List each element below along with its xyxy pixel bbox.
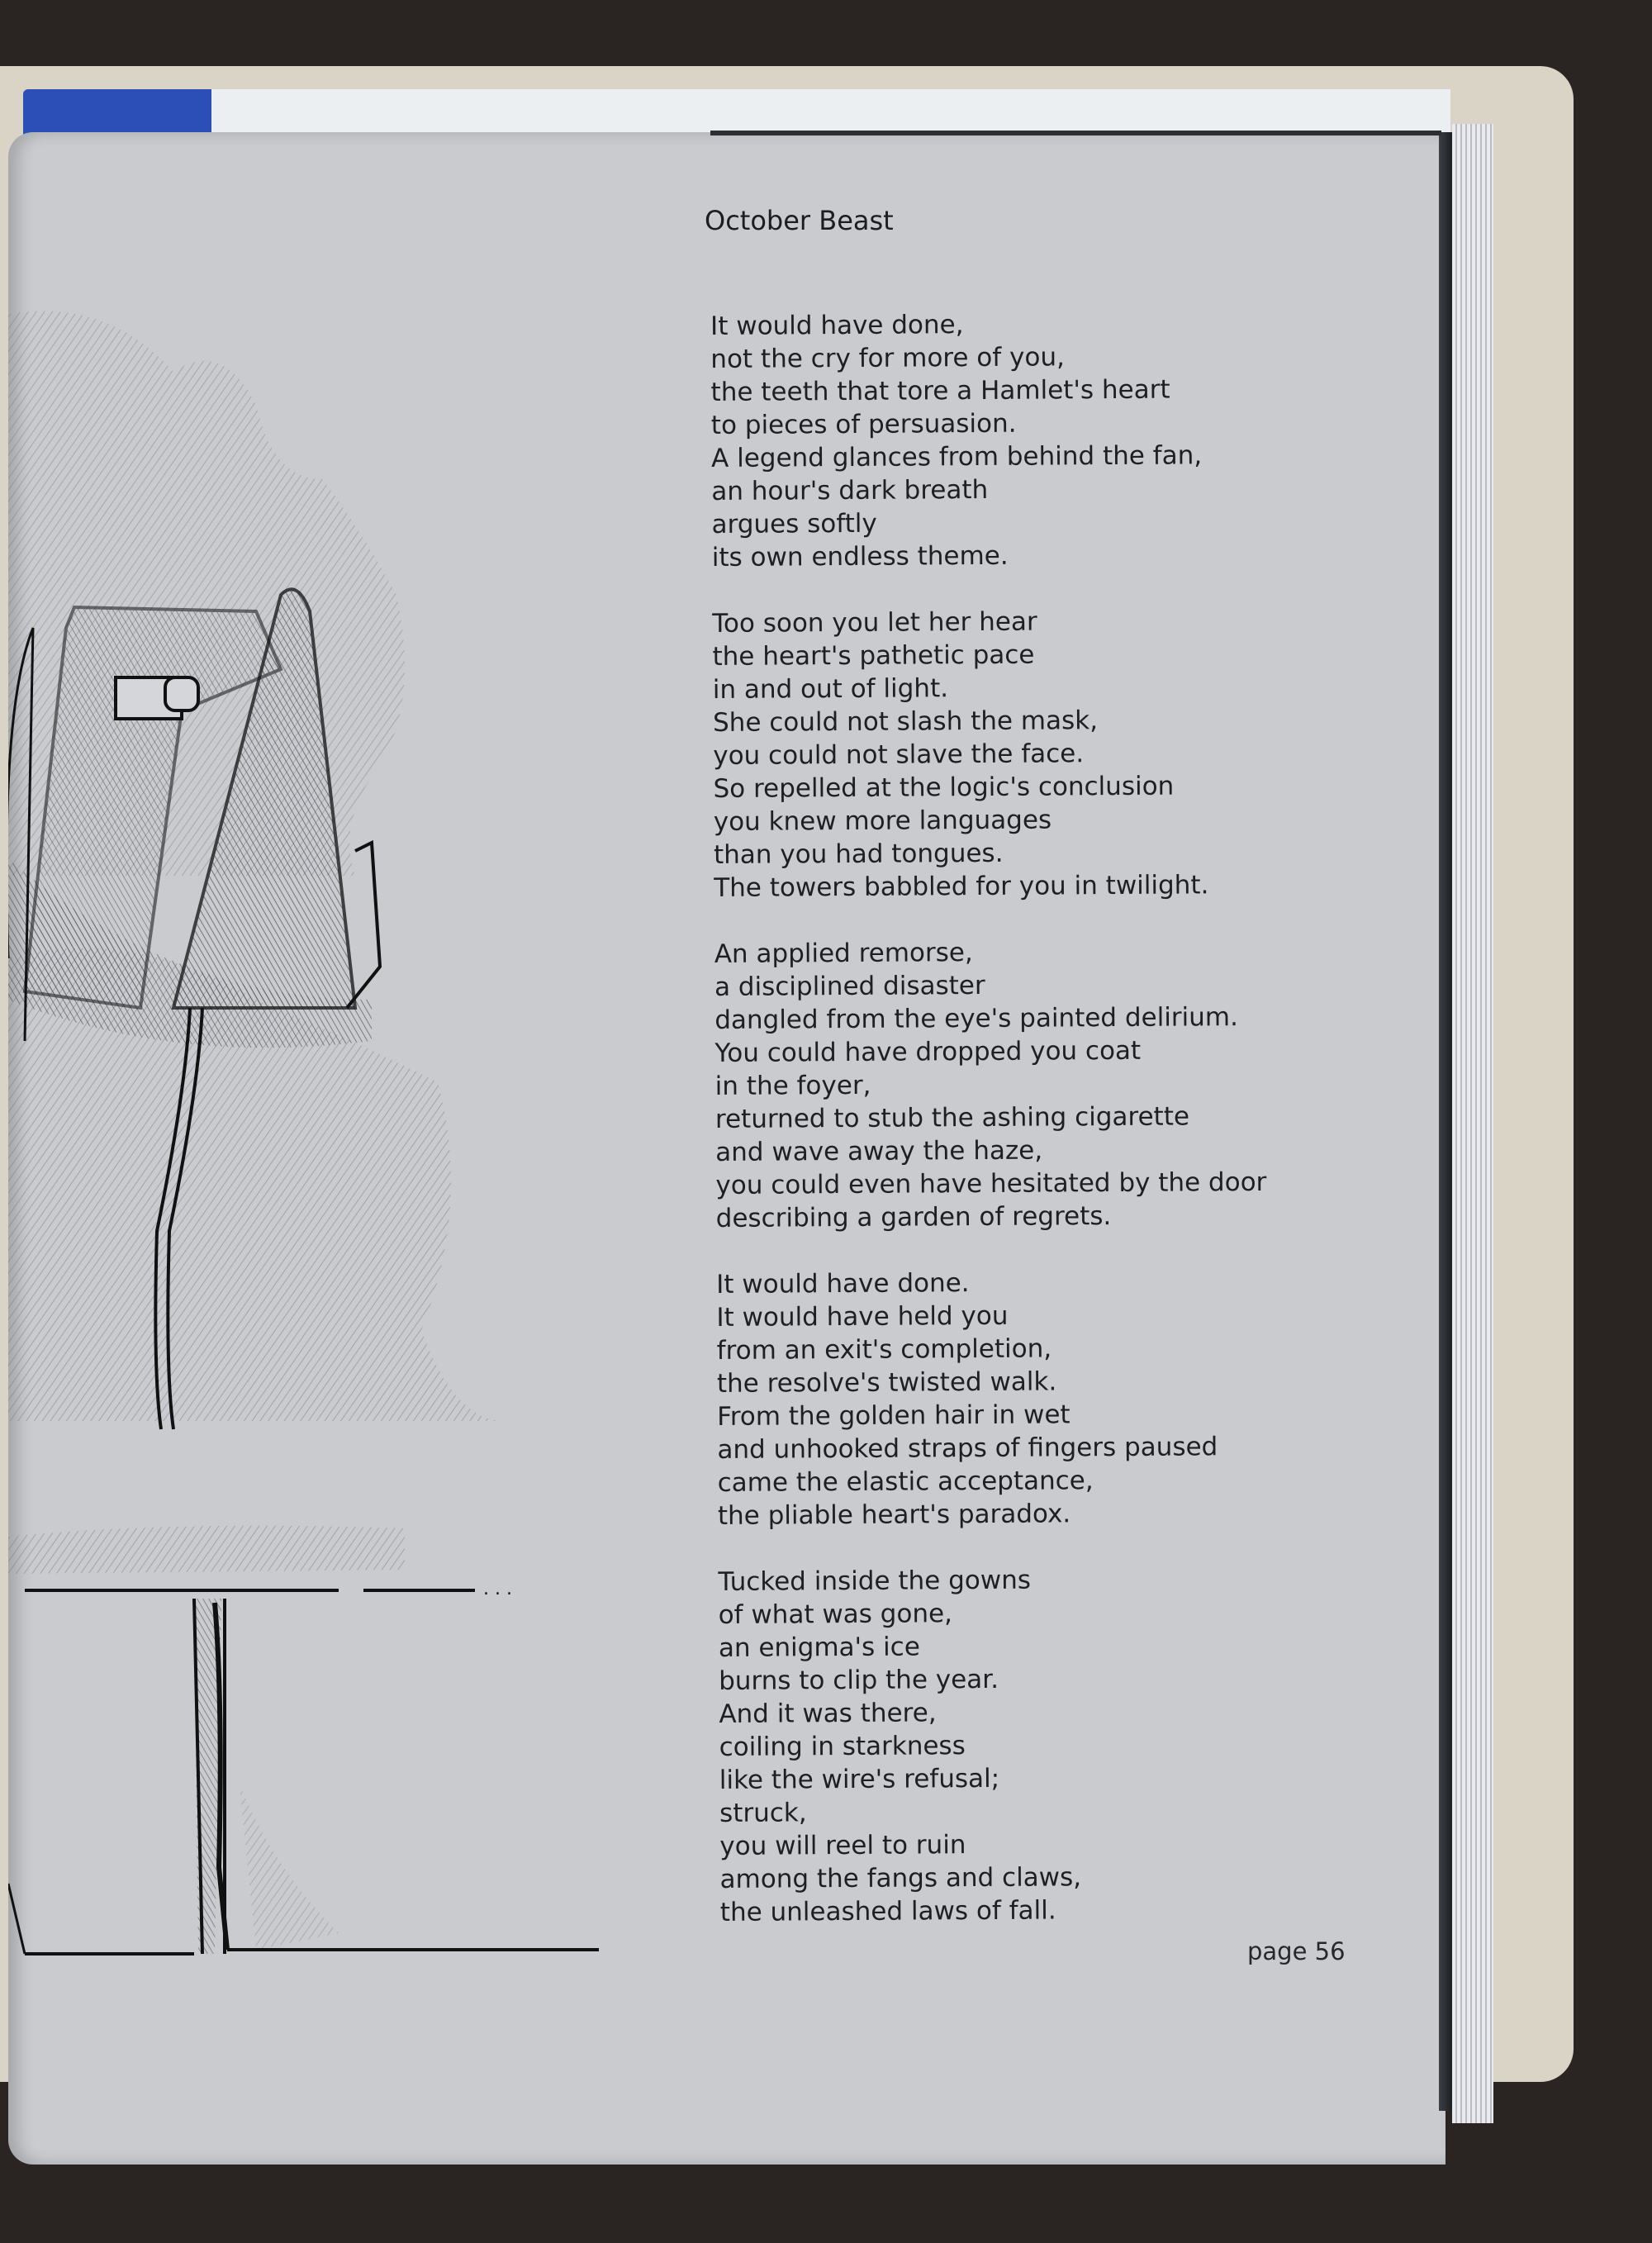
poem-line: you could not slave the face. (713, 739, 1085, 771)
poem-line: burns to clip the year. (719, 1664, 999, 1696)
poem-line: It would have done. (716, 1268, 970, 1300)
poem-line: dangled from the eye's painted delirium. (714, 1002, 1239, 1035)
page-number: page 56 (1247, 1937, 1346, 1965)
top-rule (710, 131, 1441, 135)
stanza (718, 1562, 1271, 1929)
poem-line: than you had tongues. (713, 838, 1004, 870)
poem-line: among the fangs and claws, (719, 1862, 1082, 1894)
stanza (716, 1265, 1269, 1533)
poem-line: to pieces of persuasion. (710, 408, 1017, 440)
poem-line: you will reel to ruin (719, 1830, 966, 1861)
poem-line: the pliable heart's paradox. (717, 1499, 1071, 1531)
poem-line: like the wire's refusal; (719, 1763, 1000, 1795)
poem-line: You could have dropped you coat (714, 1035, 1142, 1068)
poem-line: in the foyer, (714, 1070, 871, 1101)
poem-line: coiling in starkness (719, 1731, 966, 1762)
poem-line: not the cry for more of you, (710, 342, 1065, 374)
poem-title: October Beast (705, 205, 894, 236)
poem-line: The towers babbled for you in twilight. (714, 870, 1209, 903)
poem-line: And it was there, (719, 1698, 937, 1729)
poem-line: the teeth that tore a Hamlet's heart (710, 374, 1170, 407)
svg-text:. . .: . . . (483, 1579, 512, 1599)
page-edges (1452, 124, 1493, 2123)
poem-line: you could even have hesitated by the door (715, 1167, 1267, 1200)
poem-line: So repelled at the logic's conclusion (713, 771, 1175, 804)
poem-line: A legend glances from behind the fan, (710, 440, 1203, 473)
poem-line: you knew more languages (713, 805, 1052, 837)
poem-line: its own endless theme. (711, 540, 1009, 573)
poem-line: the unleashed laws of fall. (719, 1895, 1056, 1927)
poem-line: an enigma's ice (718, 1632, 920, 1663)
page-dark-edge (1439, 132, 1452, 2111)
poem-line: From the golden hair in wet (717, 1399, 1070, 1432)
poem-line: She could not slash the mask, (712, 706, 1099, 738)
stanza (714, 934, 1267, 1235)
poem-line: Too soon you let her hear (712, 606, 1037, 639)
poem-line: describing a garden of regrets. (715, 1201, 1112, 1233)
poem-line: returned to stub the ashing cigarette (714, 1101, 1190, 1134)
poem-line: An applied remorse, (714, 938, 973, 969)
poem-line: an hour's dark breath (711, 474, 989, 506)
stanza (712, 604, 1265, 905)
poem-line: the heart's pathetic pace (712, 639, 1035, 672)
poem-line: It would have done, (710, 310, 964, 341)
poem-line: from an exit's completion, (716, 1333, 1052, 1366)
poem-line: and wave away the haze, (715, 1135, 1043, 1167)
poem-line: Tucked inside the gowns (718, 1565, 1032, 1597)
poem-line: It would have held you (716, 1300, 1009, 1333)
poem-line: came the elastic acceptance, (717, 1466, 1094, 1498)
poem-line: in and out of light. (712, 673, 949, 705)
poem-line: and unhooked straps of fingers paused (717, 1432, 1218, 1465)
poem-line: of what was gone, (718, 1599, 953, 1630)
poem-line: a disciplined disaster (714, 970, 985, 1002)
poem-line: the resolve's twisted walk. (716, 1366, 1057, 1399)
poem-line: argues softly (711, 508, 877, 539)
poem-body (710, 307, 1271, 1962)
stanza (710, 307, 1263, 574)
pencil-sketch-sailboat-icon (8, 132, 636, 1999)
poem-line: struck, (719, 1798, 807, 1828)
